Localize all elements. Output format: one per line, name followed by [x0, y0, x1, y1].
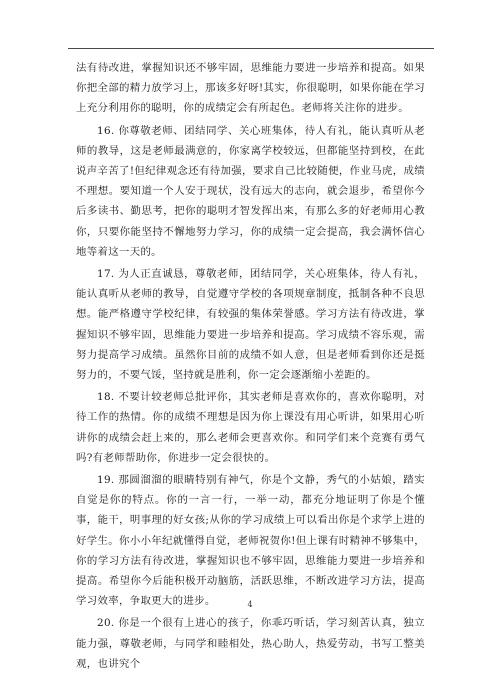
- paragraph-continuation: 法有待改进，掌握知识还不够牢固，思维能力要进一步培养和提高。如果你把全部的精力放学习上，那该多好呀!其实，你很聪明，如果你能在学习上充分利用你的聪明，你的成绩定会有所起色。老师将关注你的进步。: [76, 62, 425, 115]
- page-number: 4: [247, 600, 253, 609]
- paragraph-comment-19: 19. 那圆溜溜的眼睛特别有神气，你是个文静，秀气的小姑娘，踏实自觉是你的特点。你的一言一行，一举一动，都充分地证明了你是个懂事，能干，明事理的好女孩;从你的学习成绩上可以看出你是个求学上进的好学生。你小小年纪就懂得自觉，老师祝贺你!但上课有时精神不够集中，你的学习方法有待改进，掌握知识也不够牢固，思维能力要进一步培养和提高。希望你今后能积极开动脑筋，活跃思维，不断改进学习方法，提高学习效率，争取更大的进步。: [76, 474, 425, 608]
- paragraph-comment-16: 16. 你尊敬老师、团结同学、关心班集体，待人有礼，能认真听从老师的教导，这是老师最满意的，你家离学校较远，但都能坚持到校，在此说声辛苦了!但纪律观念还有待加强，要求自己比较随便，作业马虎，成绩不理想。要知道一个人安于现状，没有远大的志向，就会退步，希望你今后多读书、勤思考，把你的聪明才智发挥出来，有那么多的好老师用心教你，只要你能坚持不懈地努力学习，你的成绩一定会提高，我会满怀信心地等着这一天的。: [76, 124, 425, 258]
- body-text: [76, 58, 425, 676]
- paragraph-comment-20: 20. 你是一个很有上进心的孩子，你乖巧听话，学习刻苦认真，独立能力强，尊敬老师，与同学和睦相处，热心助人，热爱劳动，书写工整美观，也讲究个: [76, 617, 425, 670]
- paragraph-comment-17: 17. 为人正直诚恳，尊敬老师，团结同学，关心班集体，待人有礼，能认真听从老师的教导，自觉遵守学校的各项规章制度，抵制各种不良思想。能严格遵守学校纪律，有较强的集体荣誉感。学习方法有待改进，掌握知识不够牢固，思维能力要进一步培养和提高。学习成绩不容乐观，需努力提高学习成绩。虽然你目前的成绩不如人意，但是老师看到你还是挺努力的，不要气馁，坚持就是胜利，你一定会逐渐缩小差距的。: [76, 268, 425, 382]
- header-rule: [68, 48, 434, 49]
- paragraph-comment-18: 18. 不要计较老师总批评你，其实老师是喜欢你的，喜欢你聪明，对待工作的热情。你的成绩不理想是因为你上课没有用心听讲，如果用心听讲你的成绩会赶上来的，那么老师会更喜欢你。和同学们来个竞赛有勇气吗?有老师帮助你，你进步一定会很快的。: [76, 391, 425, 464]
